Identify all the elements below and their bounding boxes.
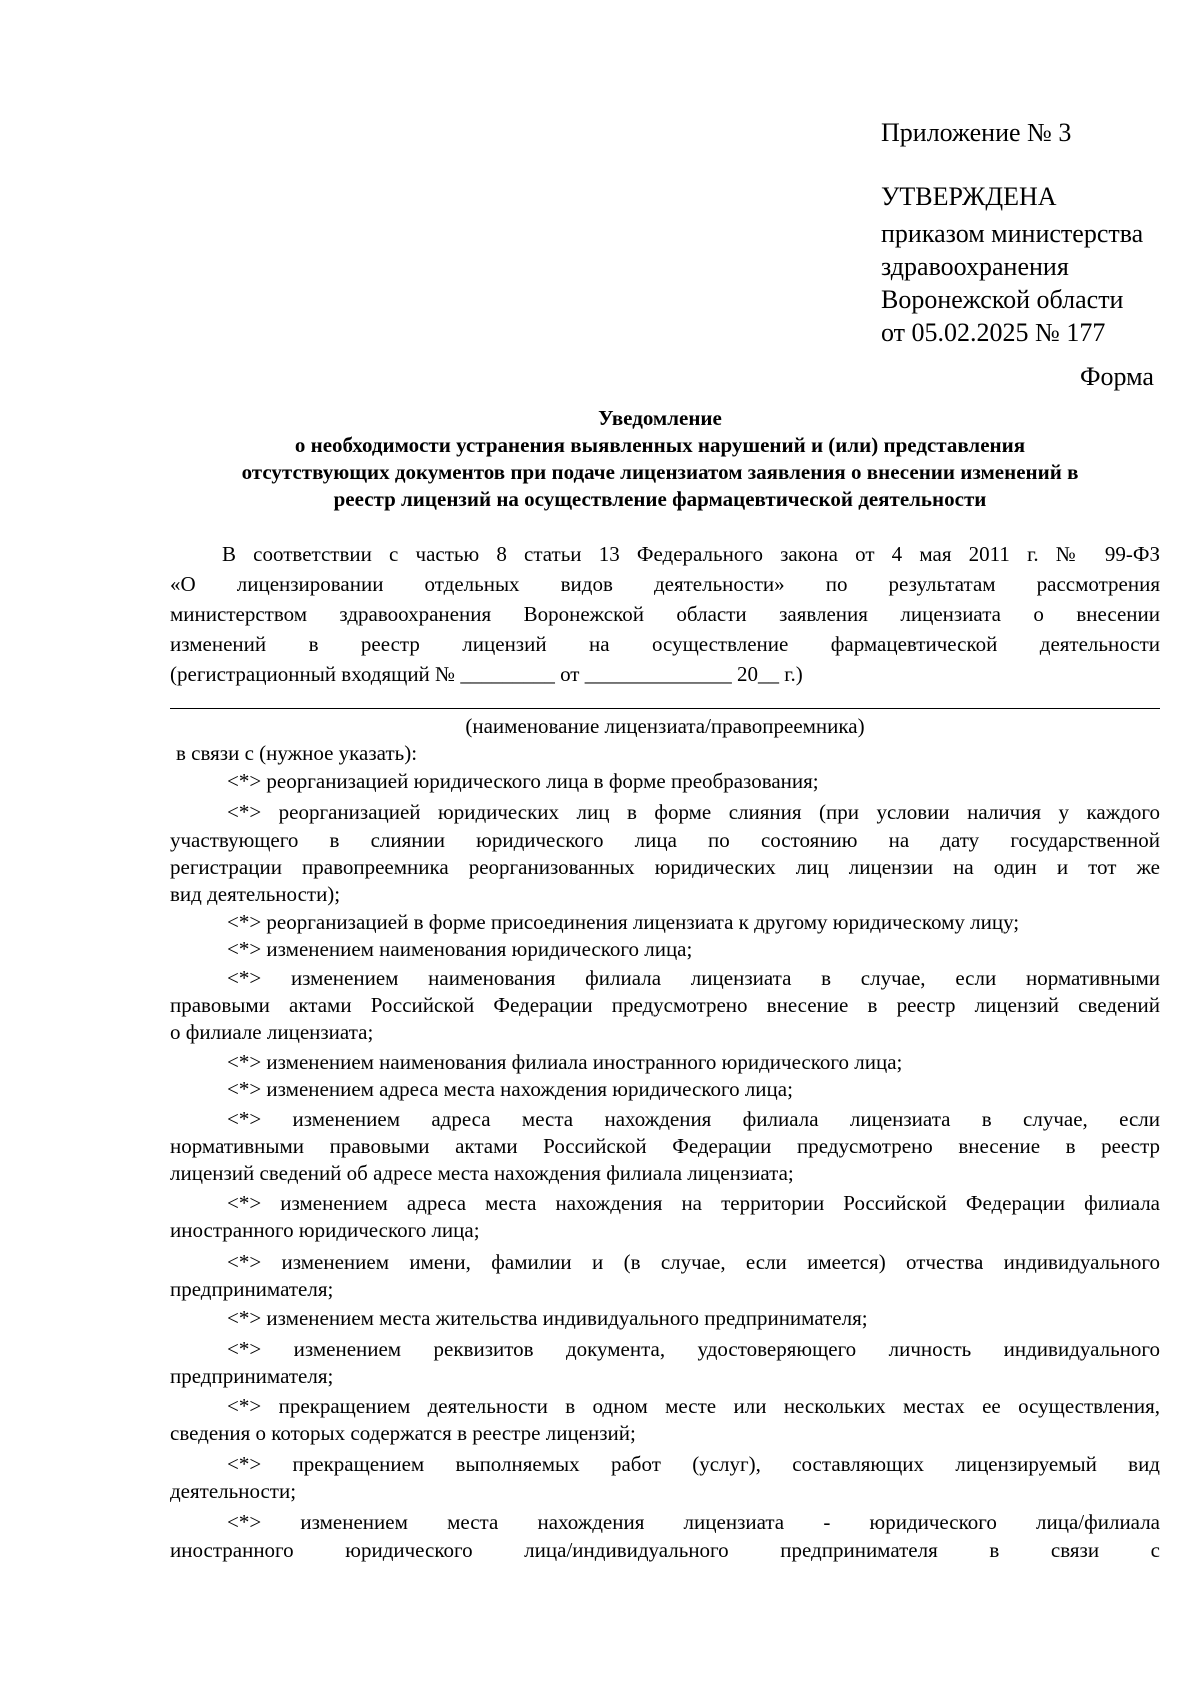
intro-line-4: изменений в реестр лицензий на осуществление фармацевтической деятельности (170, 632, 1160, 656)
item-reorg-merger-cont: участвующего в слиянии юридического лица по состоянию на дату государственной (170, 828, 1160, 852)
registration-line: (регистрационный входящий № _________ от ______________ 20__ г.) (170, 662, 803, 686)
item-foreign-branch-address-end: иностранного юридического лица; (170, 1218, 480, 1242)
item-works-termination-end: деятельности; (170, 1479, 297, 1503)
item-entrepreneur-id-document: <*> изменением реквизитов документа, удостоверяющего личность индивидуального (227, 1337, 1160, 1361)
title-line-2: о необходимости устранения выявленных нарушений и (или) представления (294, 433, 1026, 457)
item-works-termination: <*> прекращением выполняемых работ (услуг), составляющих лицензируемый вид (227, 1452, 1160, 1476)
item-location-change-cont: иностранного юридического лица/индивидуального предпринимателя в связи с (170, 1538, 1160, 1562)
order-line-2: здравоохранения (881, 252, 1069, 281)
item-branch-name-cont: правовыми актами Российской Федерации предусмотрено внесение в реестр лицензий сведений (170, 993, 1160, 1017)
item-location-change: <*> изменением места нахождения лицензиата - юридического лица/филиала (227, 1510, 1160, 1534)
intro-line-1: В соответствии с частью 8 статьи 13 Федерального закона от 4 мая 2011 г. № 99-ФЗ (222, 542, 1160, 566)
document-title: Уведомление (598, 406, 722, 430)
item-reorg-merger-end: вид деятельности); (170, 882, 341, 906)
order-line-1: приказом министерства (881, 219, 1144, 248)
item-branch-name-end: о филиале лицензиата; (170, 1020, 374, 1044)
item-address-change: <*> изменением адреса места нахождения юридического лица; (227, 1077, 793, 1101)
order-line-4: от 05.02.2025 № 177 (881, 318, 1106, 347)
item-reorg-accession: <*> реорганизацией в форме присоединения лицензиата к другому юридическому лицу; (227, 910, 1020, 934)
item-activity-termination-end: сведения о которых содержатся в реестре лицензий; (170, 1421, 636, 1445)
item-foreign-branch-address: <*> изменением адреса места нахождения на территории Российской Федерации филиала (227, 1191, 1160, 1215)
item-branch-name: <*> изменением наименования филиала лицензиата в случае, если нормативными (227, 966, 1160, 990)
appendix-number: Приложение № 3 (881, 118, 1072, 147)
item-activity-termination: <*> прекращением деятельности в одном месте или нескольких местах ее осуществления, (227, 1394, 1160, 1418)
item-entrepreneur-name: <*> изменением имени, фамилии и (в случае, если имеется) отчества индивидуального (227, 1250, 1160, 1274)
intro-line-2: «О лицензировании отдельных видов деятельности» по результатам рассмотрения (170, 572, 1160, 596)
item-branch-address-cont: нормативными правовыми актами Российской Федерации предусмотрено внесение в реестр (170, 1134, 1160, 1158)
approved-label: УТВЕРЖДЕНА (881, 182, 1057, 211)
item-branch-address: <*> изменением адреса места нахождения филиала лицензиата в случае, если (227, 1107, 1160, 1131)
in-connection-label: в связи с (нужное указать): (176, 741, 418, 765)
item-entrepreneur-id-document-end: предпринимателя; (170, 1364, 334, 1388)
item-foreign-branch-name: <*> изменением наименования филиала иностранного юридического лица; (227, 1050, 903, 1074)
item-branch-address-end: лицензий сведений об адресе места нахождения филиала лицензиата; (170, 1161, 794, 1185)
title-line-3: отсутствующих документов при подаче лицензиатом заявления о внесении изменений в (241, 460, 1079, 484)
item-entrepreneur-name-end: предпринимателя; (170, 1277, 334, 1301)
intro-line-3: министерством здравоохранения Воронежской области заявления лицензиата о внесении (170, 602, 1160, 626)
order-line-3: Воронежской области (881, 285, 1124, 314)
licensee-caption: (наименование лицензиата/правопреемника) (465, 714, 865, 738)
licensee-name-line (170, 708, 1160, 709)
item-reorg-transformation: <*> реорганизацией юридического лица в форме преобразования; (227, 769, 819, 793)
item-reorg-merger: <*> реорганизацией юридических лиц в форме слияния (при условии наличия у каждого (227, 800, 1160, 824)
title-line-4: реестр лицензий на осуществление фармацевтической деятельности (333, 487, 987, 511)
item-name-change: <*> изменением наименования юридического лица; (227, 937, 693, 961)
item-reorg-merger-cont: регистрации правопреемника реорганизованных юридических лиц лицензии на один и тот же (170, 855, 1160, 879)
form-label: Форма (1080, 362, 1154, 391)
item-entrepreneur-residence: <*> изменением места жительства индивидуального предпринимателя; (227, 1306, 868, 1330)
